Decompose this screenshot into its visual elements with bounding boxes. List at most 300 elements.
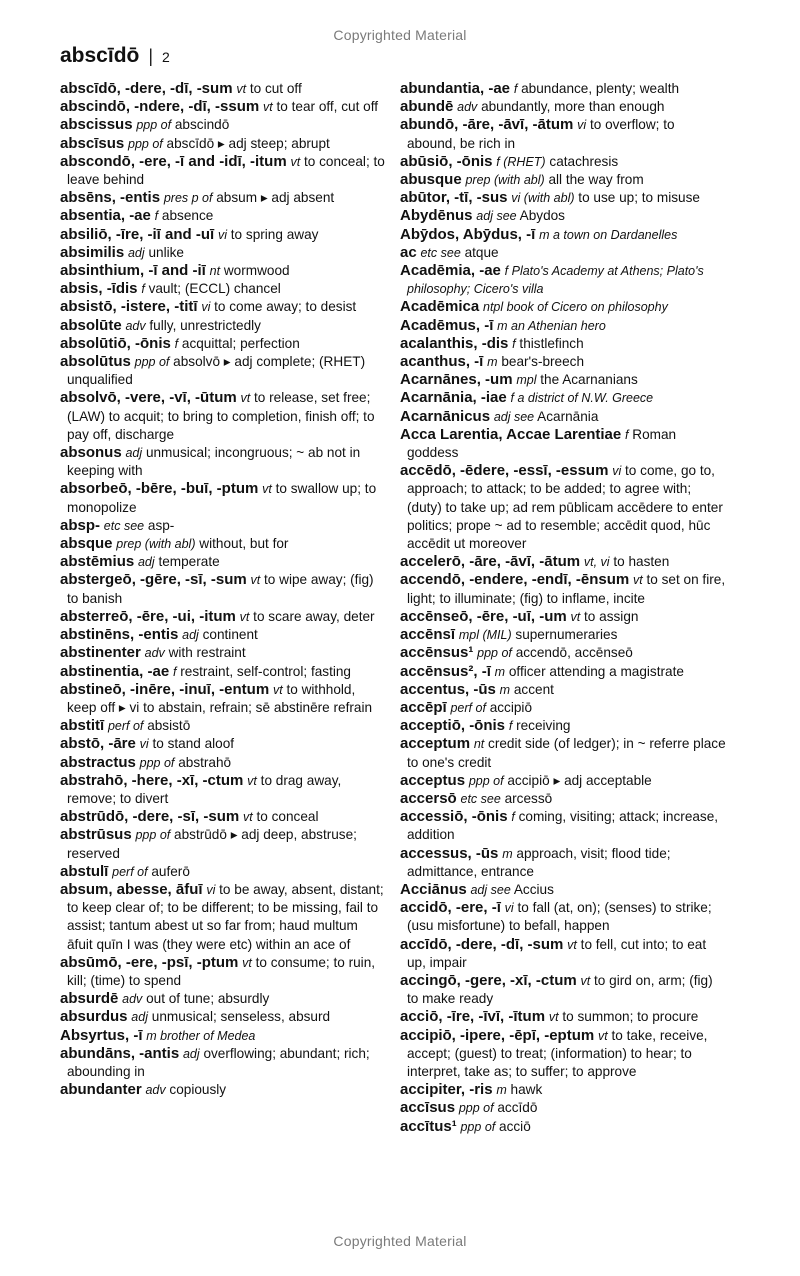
dictionary-entry xyxy=(60,644,386,662)
entry-definition: supernumeraries xyxy=(515,627,618,643)
entry-grammar: pres p of xyxy=(163,191,213,206)
entry-grammar: ppp of xyxy=(139,755,175,770)
entry-headword: acanthus, -ī xyxy=(400,353,484,371)
copyright-banner-bottom: Copyrighted Material xyxy=(333,1233,467,1249)
entry-headword: accipiter, -ris xyxy=(400,1081,493,1099)
entry-headword: abstrūsus xyxy=(60,826,132,844)
dictionary-entry xyxy=(400,644,726,662)
page-number: 2 xyxy=(162,49,170,65)
dictionary-entry xyxy=(400,881,726,899)
dictionary-entry xyxy=(400,226,726,244)
entry-definition: to stand aloof xyxy=(152,736,235,752)
entry-headword: accēnsī xyxy=(400,626,456,644)
entry-headword: abūsiō, -ōnis xyxy=(400,152,493,170)
dictionary-entry xyxy=(400,735,726,771)
entry-definition: atque xyxy=(464,244,499,260)
dictionary-entry xyxy=(400,845,726,881)
entry-headword: acceptiō, -ōnis xyxy=(400,717,506,735)
entry-headword: abscindō, -ndere, -dī, -ssum xyxy=(60,98,260,116)
dictionary-entry xyxy=(400,389,726,407)
entry-definition: thistlefinch xyxy=(519,335,584,351)
entry-headword: accelerō, -āre, -āvī, -ātum xyxy=(400,553,581,571)
entry-grammar: etc see xyxy=(420,245,461,260)
dictionary-entry xyxy=(60,553,386,571)
entry-grammar: vi xyxy=(206,882,216,897)
entry-definition: absolvō ▸ adj complete; (RHET) unqualified xyxy=(67,354,366,388)
entry-definition: bear's-breech xyxy=(501,354,585,370)
entry-definition: overflowing; abundant; rich; abounding in xyxy=(67,1045,370,1079)
entry-definition: coming, visiting; attack; increase, addition xyxy=(407,809,719,843)
entry-grammar: ppp of xyxy=(460,1119,496,1134)
entry-definition: to scare away, deter xyxy=(253,608,375,624)
entry-definition: abstrūdō ▸ adj deep, abstruse; reserved xyxy=(67,827,357,861)
entry-grammar: vt xyxy=(272,682,283,697)
entry-definition: to cut off xyxy=(249,81,302,96)
entry-headword: Acarnānicus xyxy=(400,407,491,425)
dictionary-entry xyxy=(60,954,386,990)
entry-definition: restraint, self-control; fasting xyxy=(180,663,351,679)
entry-definition: arcessō xyxy=(504,790,553,806)
dictionary-entry xyxy=(60,826,386,862)
dictionary-entry xyxy=(400,808,726,844)
dictionary-entry xyxy=(60,681,386,717)
dictionary-entry xyxy=(400,663,726,681)
entry-headword: Acadēmia, -ae xyxy=(400,262,501,280)
entry-grammar: vt xyxy=(548,1010,559,1025)
entry-definition: to summon; to procure xyxy=(562,1009,699,1025)
entry-grammar: adj xyxy=(137,555,155,570)
entry-headword: Abydēnus xyxy=(400,207,473,225)
dictionary-entry xyxy=(60,1045,386,1081)
dictionary-entry xyxy=(60,116,386,134)
entry-definition: to conceal; to leave behind xyxy=(67,153,385,188)
entry-headword: abstineō, -inēre, -inuī, -entum xyxy=(60,680,270,698)
entry-grammar: adj xyxy=(131,1010,148,1025)
entry-definition: to withhold, keep off ▸ vi to abstain, refrain; sē abstinēre refrain xyxy=(67,681,373,715)
dictionary-entry xyxy=(400,972,726,1008)
entry-grammar: etc see xyxy=(460,791,501,806)
entry-definition: accipiō ▸ adj acceptable xyxy=(507,772,652,788)
entry-headword: absiliō, -īre, -iī and -uī xyxy=(60,225,215,243)
entry-grammar: ppp of xyxy=(128,136,163,151)
entry-definition: to assign xyxy=(584,608,639,624)
entry-grammar: vt, vi xyxy=(583,555,610,570)
entry-definition: unmusical; senseless, absurd xyxy=(151,1009,331,1025)
dictionary-entry xyxy=(60,808,386,826)
entry-headword: absistō, -istere, -titī xyxy=(60,298,198,316)
entry-definition: the Acarnanians xyxy=(540,372,638,388)
dictionary-column-right xyxy=(400,80,726,1136)
entry-definition: to drag away, remove; to divert xyxy=(67,772,342,806)
dictionary-entry xyxy=(60,335,386,353)
entry-definition: Roman goddess xyxy=(407,426,677,461)
entry-grammar: m xyxy=(494,664,506,679)
entry-headword: Absyrtus, -ī xyxy=(60,1026,143,1044)
entry-headword: absurdē xyxy=(60,990,119,1008)
entry-headword: accentus, -ūs xyxy=(400,680,496,698)
dictionary-entry xyxy=(400,408,726,426)
entry-definition: to come, go to, approach; to attack; to be added; to agree with; (duty) to take up; ad rem pūblicam accēdere to enter politics; prope ~ ad to resemble; accēdit quod, hūc accēdit ut moreover xyxy=(407,463,723,552)
dictionary-entry xyxy=(400,1118,726,1136)
dictionary-entry xyxy=(60,1081,386,1099)
entry-headword: abstinentia, -ae xyxy=(60,662,170,680)
entry-grammar: f xyxy=(141,282,145,297)
entry-headword: absolūte xyxy=(60,316,122,334)
entry-definition: to tear off, cut off xyxy=(276,99,379,115)
entry-definition: credit side (of ledger); in ~ referre place to one's credit xyxy=(407,736,726,770)
entry-grammar: f xyxy=(172,664,177,679)
entry-grammar: ntpl book of Cicero on philosophy xyxy=(483,300,668,315)
entry-definition: to release, set free; (LAW) to acquit; to bring to completion, finish off; to pay off, discharge xyxy=(67,390,375,442)
dictionary-entry xyxy=(60,608,386,626)
entry-headword: accīdō, -dere, -dī, -sum xyxy=(400,935,564,953)
dictionary-entry xyxy=(400,262,726,298)
dictionary-entry xyxy=(60,881,386,954)
entry-headword: acceptus xyxy=(400,771,466,789)
entry-headword: Acadēmus, -ī xyxy=(400,316,494,334)
entry-grammar: vt xyxy=(242,955,252,970)
dictionary-entry xyxy=(60,226,386,244)
entry-grammar: adj see xyxy=(476,209,517,224)
entry-grammar: f Plato's Academy at Athens; Plato's philosophy; Cicero's villa xyxy=(407,264,704,297)
entry-definition: Acarnānia xyxy=(537,408,599,424)
entry-headword: abstinēns, -entis xyxy=(60,626,179,644)
entry-definition: to set on fire, light; to illuminate; (fig) to inflame, incite xyxy=(407,572,726,606)
entry-grammar: vt xyxy=(262,482,272,497)
entry-grammar: adv xyxy=(144,646,165,661)
entry-definition: unmusical; incongruous; ~ ab not in keeping with xyxy=(67,445,361,479)
dictionary-entry xyxy=(60,735,386,753)
entry-grammar: adv xyxy=(457,100,478,115)
entry-headword: accēnsus², -ī xyxy=(400,662,491,680)
entry-grammar: ppp of xyxy=(468,773,504,788)
entry-grammar: vt xyxy=(239,609,250,624)
entry-headword: accingō, -gere, -xī, -ctum xyxy=(400,971,577,989)
entry-headword: abundantia, -ae xyxy=(400,80,511,97)
entry-definition: to use up; to misuse xyxy=(578,190,700,206)
dictionary-entry xyxy=(400,426,726,462)
entry-grammar: prep (with abl) xyxy=(465,173,545,188)
dictionary-entry xyxy=(60,444,386,480)
entry-grammar: perf of xyxy=(107,719,144,734)
entry-headword: abundē xyxy=(400,98,454,116)
entry-headword: abundō, -āre, -āvī, -ātum xyxy=(400,116,574,134)
dictionary-entry xyxy=(60,153,386,189)
entry-grammar: ppp of xyxy=(135,828,171,843)
entry-definition: fully, unrestrictedly xyxy=(149,317,261,333)
entry-definition: continent xyxy=(202,627,258,643)
entry-grammar: m xyxy=(502,846,513,861)
dictionary-entry xyxy=(400,462,726,553)
entry-grammar: m xyxy=(499,682,511,697)
dictionary-entry xyxy=(400,153,726,171)
entry-definition: to consume; to ruin, kill; (time) to spend xyxy=(67,954,376,988)
entry-definition: all the way from xyxy=(548,172,644,188)
entry-grammar: etc see xyxy=(103,518,145,533)
entry-grammar: vt xyxy=(250,573,261,588)
entry-headword: abstitī xyxy=(60,717,105,735)
dictionary-entry xyxy=(400,699,726,717)
entry-grammar: adv xyxy=(122,992,143,1007)
entry-definition: abstrahō xyxy=(178,754,232,770)
dictionary-entry xyxy=(60,663,386,681)
entry-headword: accersō xyxy=(400,789,457,807)
entry-definition: to spring away xyxy=(230,226,319,242)
page-header xyxy=(60,44,170,68)
entry-definition: abscindō xyxy=(174,117,230,133)
entry-definition: receiving xyxy=(516,718,571,734)
entry-grammar: ppp of xyxy=(134,355,170,370)
dictionary-entry xyxy=(60,80,386,98)
entry-grammar: vt xyxy=(633,573,643,588)
running-head-word: abscīdō xyxy=(60,44,140,67)
entry-definition: approach, visit; flood tide; admittance, entrance xyxy=(407,845,671,879)
dictionary-entry xyxy=(60,298,386,316)
entry-headword: abusque xyxy=(400,171,462,189)
entry-definition: wormwood xyxy=(223,263,290,279)
entry-definition: abundantly, more than enough xyxy=(481,99,665,115)
entry-grammar: ppp of xyxy=(458,1101,494,1116)
entry-headword: Acciānus xyxy=(400,880,467,898)
entry-headword: absolūtus xyxy=(60,353,131,371)
entry-grammar: vt xyxy=(567,937,577,952)
dictionary-entry xyxy=(400,371,726,389)
dictionary-entry xyxy=(400,681,726,699)
entry-definition: to hasten xyxy=(613,554,670,570)
dictionary-entry xyxy=(400,1008,726,1026)
dictionary-entry xyxy=(60,863,386,881)
entry-grammar: vi xyxy=(504,901,514,916)
dictionary-entry xyxy=(60,353,386,389)
entry-headword: abstrahō, -here, -xī, -ctum xyxy=(60,771,244,789)
dictionary-entry xyxy=(400,189,726,207)
entry-headword: absis, -īdis xyxy=(60,280,138,298)
entry-headword: ac xyxy=(400,243,417,261)
entry-headword: abūtor, -tī, -sus xyxy=(400,189,508,207)
entry-headword: absolvō, -vere, -vī, -ūtum xyxy=(60,389,237,407)
dictionary-entry xyxy=(400,1027,726,1082)
entry-headword: abundāns, -antis xyxy=(60,1044,180,1062)
dictionary-entry xyxy=(400,244,726,262)
entry-definition: absence xyxy=(161,208,214,224)
entry-grammar: perf of xyxy=(450,700,486,715)
entry-definition: to swallow up; to monopolize xyxy=(67,481,377,515)
entry-grammar: vi xyxy=(612,464,622,479)
dictionary-entry xyxy=(400,608,726,626)
entry-headword: Acca Larentia, Accae Larentiae xyxy=(400,425,622,443)
entry-grammar: vi xyxy=(139,737,149,752)
entry-headword: accēdō, -ēdere, -essī, -essum xyxy=(400,462,609,480)
dictionary-entry xyxy=(60,1008,386,1026)
entry-grammar: m a town on Dardanelles xyxy=(539,227,678,242)
dictionary-entry xyxy=(400,1099,726,1117)
entry-grammar: f xyxy=(513,82,518,96)
dictionary-entry xyxy=(400,80,726,98)
entry-definition: to overflow; to abound, be rich in xyxy=(407,117,675,151)
entry-grammar: vt xyxy=(290,154,301,169)
entry-headword: abstractus xyxy=(60,753,136,771)
entry-headword: accidō, -ere, -ī xyxy=(400,899,501,917)
dictionary-entry xyxy=(400,317,726,335)
dictionary-entry xyxy=(400,207,726,225)
dictionary-entry xyxy=(60,626,386,644)
entry-headword: accendō, -endere, -endī, -ēnsum xyxy=(400,571,630,589)
dictionary-entry xyxy=(60,1027,386,1045)
entry-definition: copiously xyxy=(169,1082,227,1098)
entry-headword: absimilis xyxy=(60,243,125,261)
entry-headword: absp- xyxy=(60,516,101,534)
dictionary-entry xyxy=(400,899,726,935)
entry-headword: accēnseō, -ēre, -uī, -um xyxy=(400,607,567,625)
entry-definition: to wipe away; (fig) to banish xyxy=(67,572,374,606)
dictionary-entry xyxy=(400,116,726,152)
entry-grammar: f xyxy=(154,209,159,224)
entry-definition: officer attending a magistrate xyxy=(508,663,684,679)
entry-grammar: vi xyxy=(217,227,227,242)
dictionary-entry xyxy=(60,317,386,335)
entry-headword: accēpī xyxy=(400,698,447,716)
dictionary-entry xyxy=(400,298,726,316)
entry-headword: abscīdō, -dere, -dī, -sum xyxy=(60,80,233,97)
entry-grammar: adv xyxy=(145,1083,166,1098)
entry-definition: Abydos xyxy=(519,208,565,224)
dictionary-column-left xyxy=(60,80,386,1099)
entry-grammar: adj see xyxy=(493,409,535,424)
entry-grammar: m brother of Medea xyxy=(146,1028,256,1043)
entry-definition: asp- xyxy=(147,517,175,533)
entry-grammar: adj xyxy=(182,628,199,643)
entry-definition: abundance, plenty; wealth xyxy=(521,81,680,96)
entry-definition: accipiō xyxy=(489,699,533,715)
dictionary-entry xyxy=(400,772,726,790)
entry-headword: absēns, -entis xyxy=(60,189,161,207)
dictionary-entry xyxy=(60,990,386,1008)
entry-headword: accītus¹ xyxy=(400,1117,457,1135)
entry-definition: acquittal; perfection xyxy=(181,335,300,351)
entry-definition: temperate xyxy=(158,554,220,570)
entry-grammar: m xyxy=(496,1083,507,1098)
entry-definition: acciō xyxy=(499,1118,531,1134)
dictionary-entry xyxy=(400,936,726,972)
entry-definition: without, but for xyxy=(199,536,289,552)
dictionary-entry xyxy=(60,207,386,225)
entry-grammar: vt xyxy=(242,810,253,825)
entry-headword: accessiō, -ōnis xyxy=(400,808,508,826)
entry-definition: with restraint xyxy=(168,645,246,661)
entry-grammar: vi xyxy=(201,300,211,315)
dictionary-entry xyxy=(400,717,726,735)
entry-headword: abscīsus xyxy=(60,134,125,152)
entry-grammar: mpl xyxy=(516,373,537,388)
entry-headword: accēnsus¹ xyxy=(400,644,474,662)
entry-headword: absurdus xyxy=(60,1008,128,1026)
entry-grammar: nt xyxy=(209,264,221,279)
entry-definition: to take, receive, accept; (guest) to treat; (information) to hear; to interpret, take as; to suffer; to approve xyxy=(407,1027,708,1079)
entry-grammar: m xyxy=(487,355,498,370)
entry-headword: Abȳdos, Abȳdus, -ī xyxy=(400,225,536,243)
entry-grammar: f xyxy=(512,336,516,351)
entry-grammar: perf of xyxy=(112,864,148,879)
entry-headword: abundanter xyxy=(60,1081,142,1099)
entry-grammar: vt xyxy=(570,609,581,624)
entry-headword: acciō, -īre, -īvī, -ītum xyxy=(400,1008,546,1026)
entry-headword: abstēmius xyxy=(60,553,135,571)
entry-grammar: vt xyxy=(262,100,273,115)
entry-headword: accessus, -ūs xyxy=(400,844,499,862)
running-head-separator: | xyxy=(148,46,154,66)
entry-definition: accīdō xyxy=(497,1100,538,1116)
dictionary-entry xyxy=(60,480,386,516)
entry-headword: Acadēmica xyxy=(400,298,480,316)
entry-grammar: ppp of xyxy=(477,646,512,661)
entry-headword: absum, abesse, āfuī xyxy=(60,880,203,898)
dictionary-entry xyxy=(400,335,726,353)
entry-definition: to be away, absent, distant; to keep clear of; to be different; to be missing, fail to assist; tantum abest ut so far from; haud multum āfuit quīn I was (they were etc) within an ace of xyxy=(67,881,384,952)
entry-grammar: vt xyxy=(236,82,247,96)
entry-headword: absterreō, -ēre, -ui, -itum xyxy=(60,607,236,625)
entry-headword: Acarnānia, -iae xyxy=(400,389,507,407)
entry-grammar: mpl (MIL) xyxy=(458,628,512,643)
entry-headword: absentia, -ae xyxy=(60,207,151,225)
entry-headword: abstrūdō, -dere, -sī, -sum xyxy=(60,808,240,826)
entry-grammar: vt xyxy=(240,391,251,406)
entry-grammar: vt xyxy=(247,773,257,788)
entry-definition: to conceal xyxy=(256,809,319,825)
dictionary-entry xyxy=(60,135,386,153)
dictionary-entry xyxy=(60,535,386,553)
dictionary-entry xyxy=(60,754,386,772)
entry-grammar: vt xyxy=(597,1028,608,1043)
entry-grammar: f xyxy=(511,810,515,825)
entry-headword: absūmō, -ere, -psī, -ptum xyxy=(60,953,239,971)
dictionary-entry xyxy=(60,262,386,280)
dictionary-entry xyxy=(60,717,386,735)
entry-grammar: prep (with abl) xyxy=(116,537,196,552)
entry-grammar: nt xyxy=(473,737,485,752)
entry-headword: absinthium, -ī and -iī xyxy=(60,262,206,280)
dictionary-entry xyxy=(400,553,726,571)
entry-definition: absistō xyxy=(147,718,191,734)
entry-grammar: adj xyxy=(127,245,145,260)
entry-grammar: vi (with abl) xyxy=(511,191,575,206)
entry-headword: abstinenter xyxy=(60,644,141,662)
entry-definition: to come away; to desist xyxy=(214,299,357,315)
entry-headword: accipiō, -ipere, -ēpī, -eptum xyxy=(400,1026,595,1044)
dictionary-entry xyxy=(400,98,726,116)
entry-definition: accent xyxy=(513,681,554,697)
entry-headword: absorbeō, -bēre, -buī, -ptum xyxy=(60,480,259,498)
entry-headword: abstulī xyxy=(60,862,109,880)
entry-definition: unlike xyxy=(148,244,184,260)
dictionary-entry xyxy=(60,98,386,116)
entry-definition: accendō, accēnseō xyxy=(515,645,633,661)
copyright-banner-top: Copyrighted Material xyxy=(333,27,467,43)
dictionary-entry xyxy=(60,189,386,207)
entry-definition: vault; (ECCL) chancel xyxy=(148,281,281,297)
entry-headword: Acarnānes, -um xyxy=(400,371,513,389)
entry-definition: catachresis xyxy=(549,153,619,169)
entry-grammar: adj xyxy=(182,1046,200,1061)
dictionary-entry xyxy=(400,790,726,808)
entry-definition: to fell, cut into; to eat up, impair xyxy=(407,936,707,970)
entry-grammar: f xyxy=(625,427,629,442)
entry-grammar: adv xyxy=(125,318,146,333)
entry-grammar: f (RHET) xyxy=(496,154,546,169)
dictionary-entry xyxy=(60,772,386,808)
entry-definition: abscīdō ▸ adj steep; abrupt xyxy=(166,135,330,151)
entry-grammar: m an Athenian hero xyxy=(497,318,606,333)
entry-headword: accīsus xyxy=(400,1099,456,1117)
